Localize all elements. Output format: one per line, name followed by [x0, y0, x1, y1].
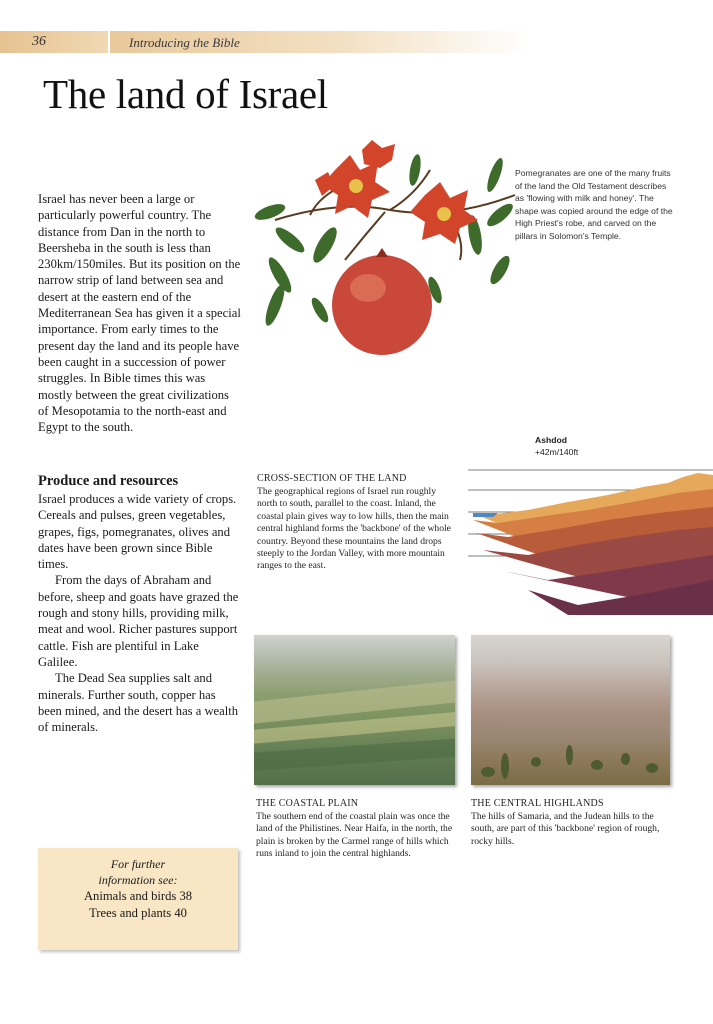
intro-paragraph: Israel has never been a large or particularly powerful country. The distance from Dan in the north to Beersheba in the south is less than 230km/150miles. But its position on the narrow strip of land between sea and desert at the eastern end of the Mediterranean Sea has given it a special importance. From early times to the present day the land and its people have been caught in a succession of power struggles. In Bible times this was mostly between the great civilizations of Mesopotamia to the north-east and Egypt to the south. [38, 192, 241, 435]
ashdod-elevation: +42m/140ft [535, 447, 579, 457]
pomegranate-illustration [250, 140, 535, 360]
cross-section-title: CROSS-SECTION OF THE LAND [257, 473, 407, 484]
page-number: 36 [32, 34, 46, 49]
section-title: Introducing the Bible [129, 35, 240, 50]
pomegranate-flower [315, 140, 478, 244]
central-highlands-title: THE CENTRAL HIGHLANDS [471, 798, 604, 809]
further-info-heading: For further information see: [98, 857, 178, 887]
central-highlands-text: The hills of Samaria, and the Judean hills to the south, are part of this 'backbone' region of rough, rocky hills. [471, 811, 660, 847]
produce-body [38, 491, 241, 735]
produce-paragraph: The Dead Sea supplies salt and minerals. Further south, copper has been mined, and the desert has a wealth of minerals. [38, 671, 239, 735]
central-highlands-photo [471, 635, 670, 785]
further-info-box [38, 848, 238, 950]
page-number-tab [0, 31, 108, 53]
running-header [110, 31, 530, 53]
produce-heading: Produce and resources [38, 473, 179, 489]
produce-paragraph: From the days of Abraham and before, sheep and goats have grazed the rough and stony hills, providing milk, meat and wool. Richer pastures support cattle. Fish are plentiful in Lake Galilee. [38, 573, 239, 669]
cross-section-diagram [468, 455, 713, 615]
page-title: The land of Israel [43, 71, 328, 117]
coastal-plain-photo [254, 635, 455, 785]
further-info-link[interactable]: Trees and plants 40 [89, 906, 187, 920]
further-info-link[interactable]: Animals and birds 38 [83, 889, 193, 903]
pomegranate-caption: Pomegranates are one of the many fruits of the land the Old Testament describes as 'flowing with milk and honey'. The shape was copied around the edge of the High Priest's robe, and carved on the pillars in Solomon's Temple. [515, 168, 673, 241]
coastal-plain-text: The southern end of the coastal plain was once the land of the Philistines. Near Haifa, in the north, the plain is broken by the Carmel range of hills which runs inland to join the central highlands. [256, 811, 453, 860]
cross-section-text: The geographical regions of Israel run roughly north to south, parallel to the coast. Inland, the coastal plain gives way to low hills, then the main central highland forms the 'backbone' of the whole country. Beyond these mountains the land drops steeply to the Jordan Valley, with more mountain ranges to the east. [257, 486, 451, 572]
ashdod-place: Ashdod [535, 435, 567, 445]
coastal-plain-title: THE COASTAL PLAIN [256, 798, 359, 809]
pomegranate-fruit [332, 255, 432, 355]
produce-paragraph: Israel produces a wide variety of crops. Cereals and pulses, green vegetables, grapes, figs, pomegranates, olives and dates have been grown since Bible times. [38, 492, 237, 572]
